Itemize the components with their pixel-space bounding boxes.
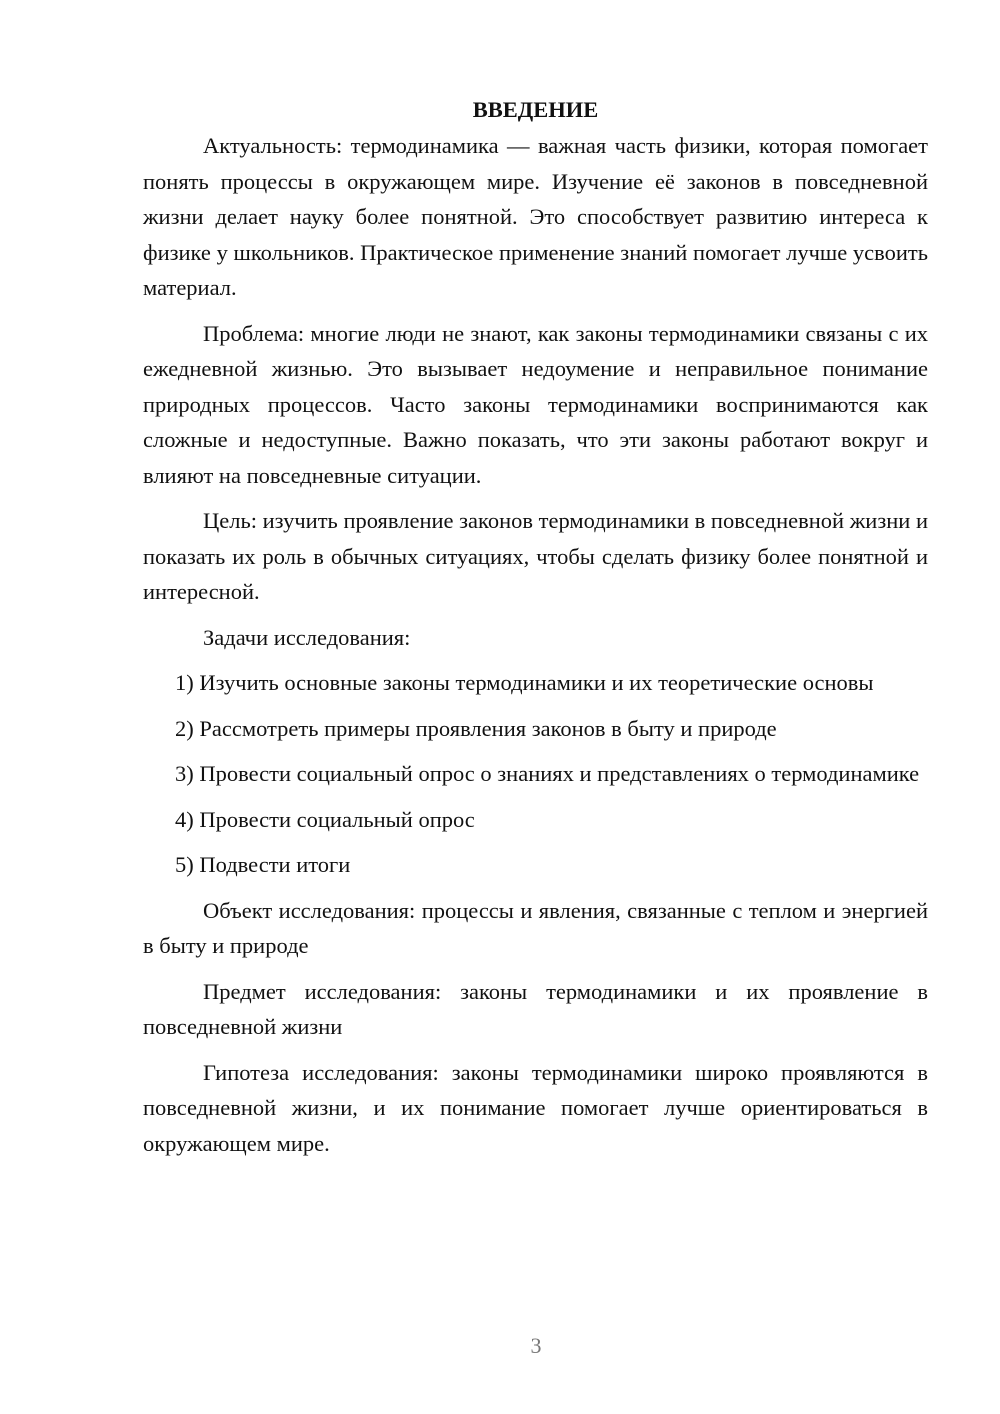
paragraph-subject: Предмет исследования: законы термодинамики и их проявление в повседневной жизни (143, 978, 928, 1039)
task-item-5: 5) Подвести итоги (175, 852, 351, 877)
page-body (143, 92, 928, 1171)
paragraph-tasks-intro: Задачи исследования: (203, 624, 411, 650)
task-item-1: 1) Изучить основные законы термодинамики и их теоретические основы (175, 670, 874, 695)
task-item-4: 4) Провести социальный опрос (175, 806, 475, 832)
paragraph-object: Объект исследования: процессы и явления, связанные с теплом и энергией в быту и природе (143, 897, 928, 958)
task-item-3: 3) Провести социальный опрос о знаниях и представлениях о термодинамике (175, 761, 920, 786)
paragraph-relevance: Актуальность: термодинамика — важная часть физики, которая помогает понять процессы в окружающем мире. Изучение её законов в повседневной жизни делает науку более понятной. Это способствует развитию интереса к физике у школьников. Практическое применение знаний помогает лучше усвоить материал. (143, 133, 928, 300)
task-item-2: 2) Рассмотреть примеры проявления законов в быту и природе (175, 715, 777, 741)
paragraph-goal: Цель: изучить проявление законов термодинамики в повседневной жизни и показать их роль в обычных ситуациях, чтобы сделать физику более понятной и интересной. (143, 508, 928, 604)
paragraph-problem: Проблема: многие люди не знают, как законы термодинамики связаны с их ежедневной жизнью. Это вызывает недоумение и неправильное понимание природных процессов. Часто законы термодинамики воспринимаются как сложные и недоступные. Важно показать, что эти законы работают вокруг и влияют на повседневные ситуации. (143, 320, 928, 488)
section-heading: ВВЕДЕНИЕ (472, 97, 599, 122)
page-number: 3 (530, 1333, 542, 1358)
paragraph-hypothesis: Гипотеза исследования: законы термодинамики широко проявляются в повседневной жизни, и их понимание помогает лучше ориентироваться в окружающем мире. (143, 1059, 928, 1156)
